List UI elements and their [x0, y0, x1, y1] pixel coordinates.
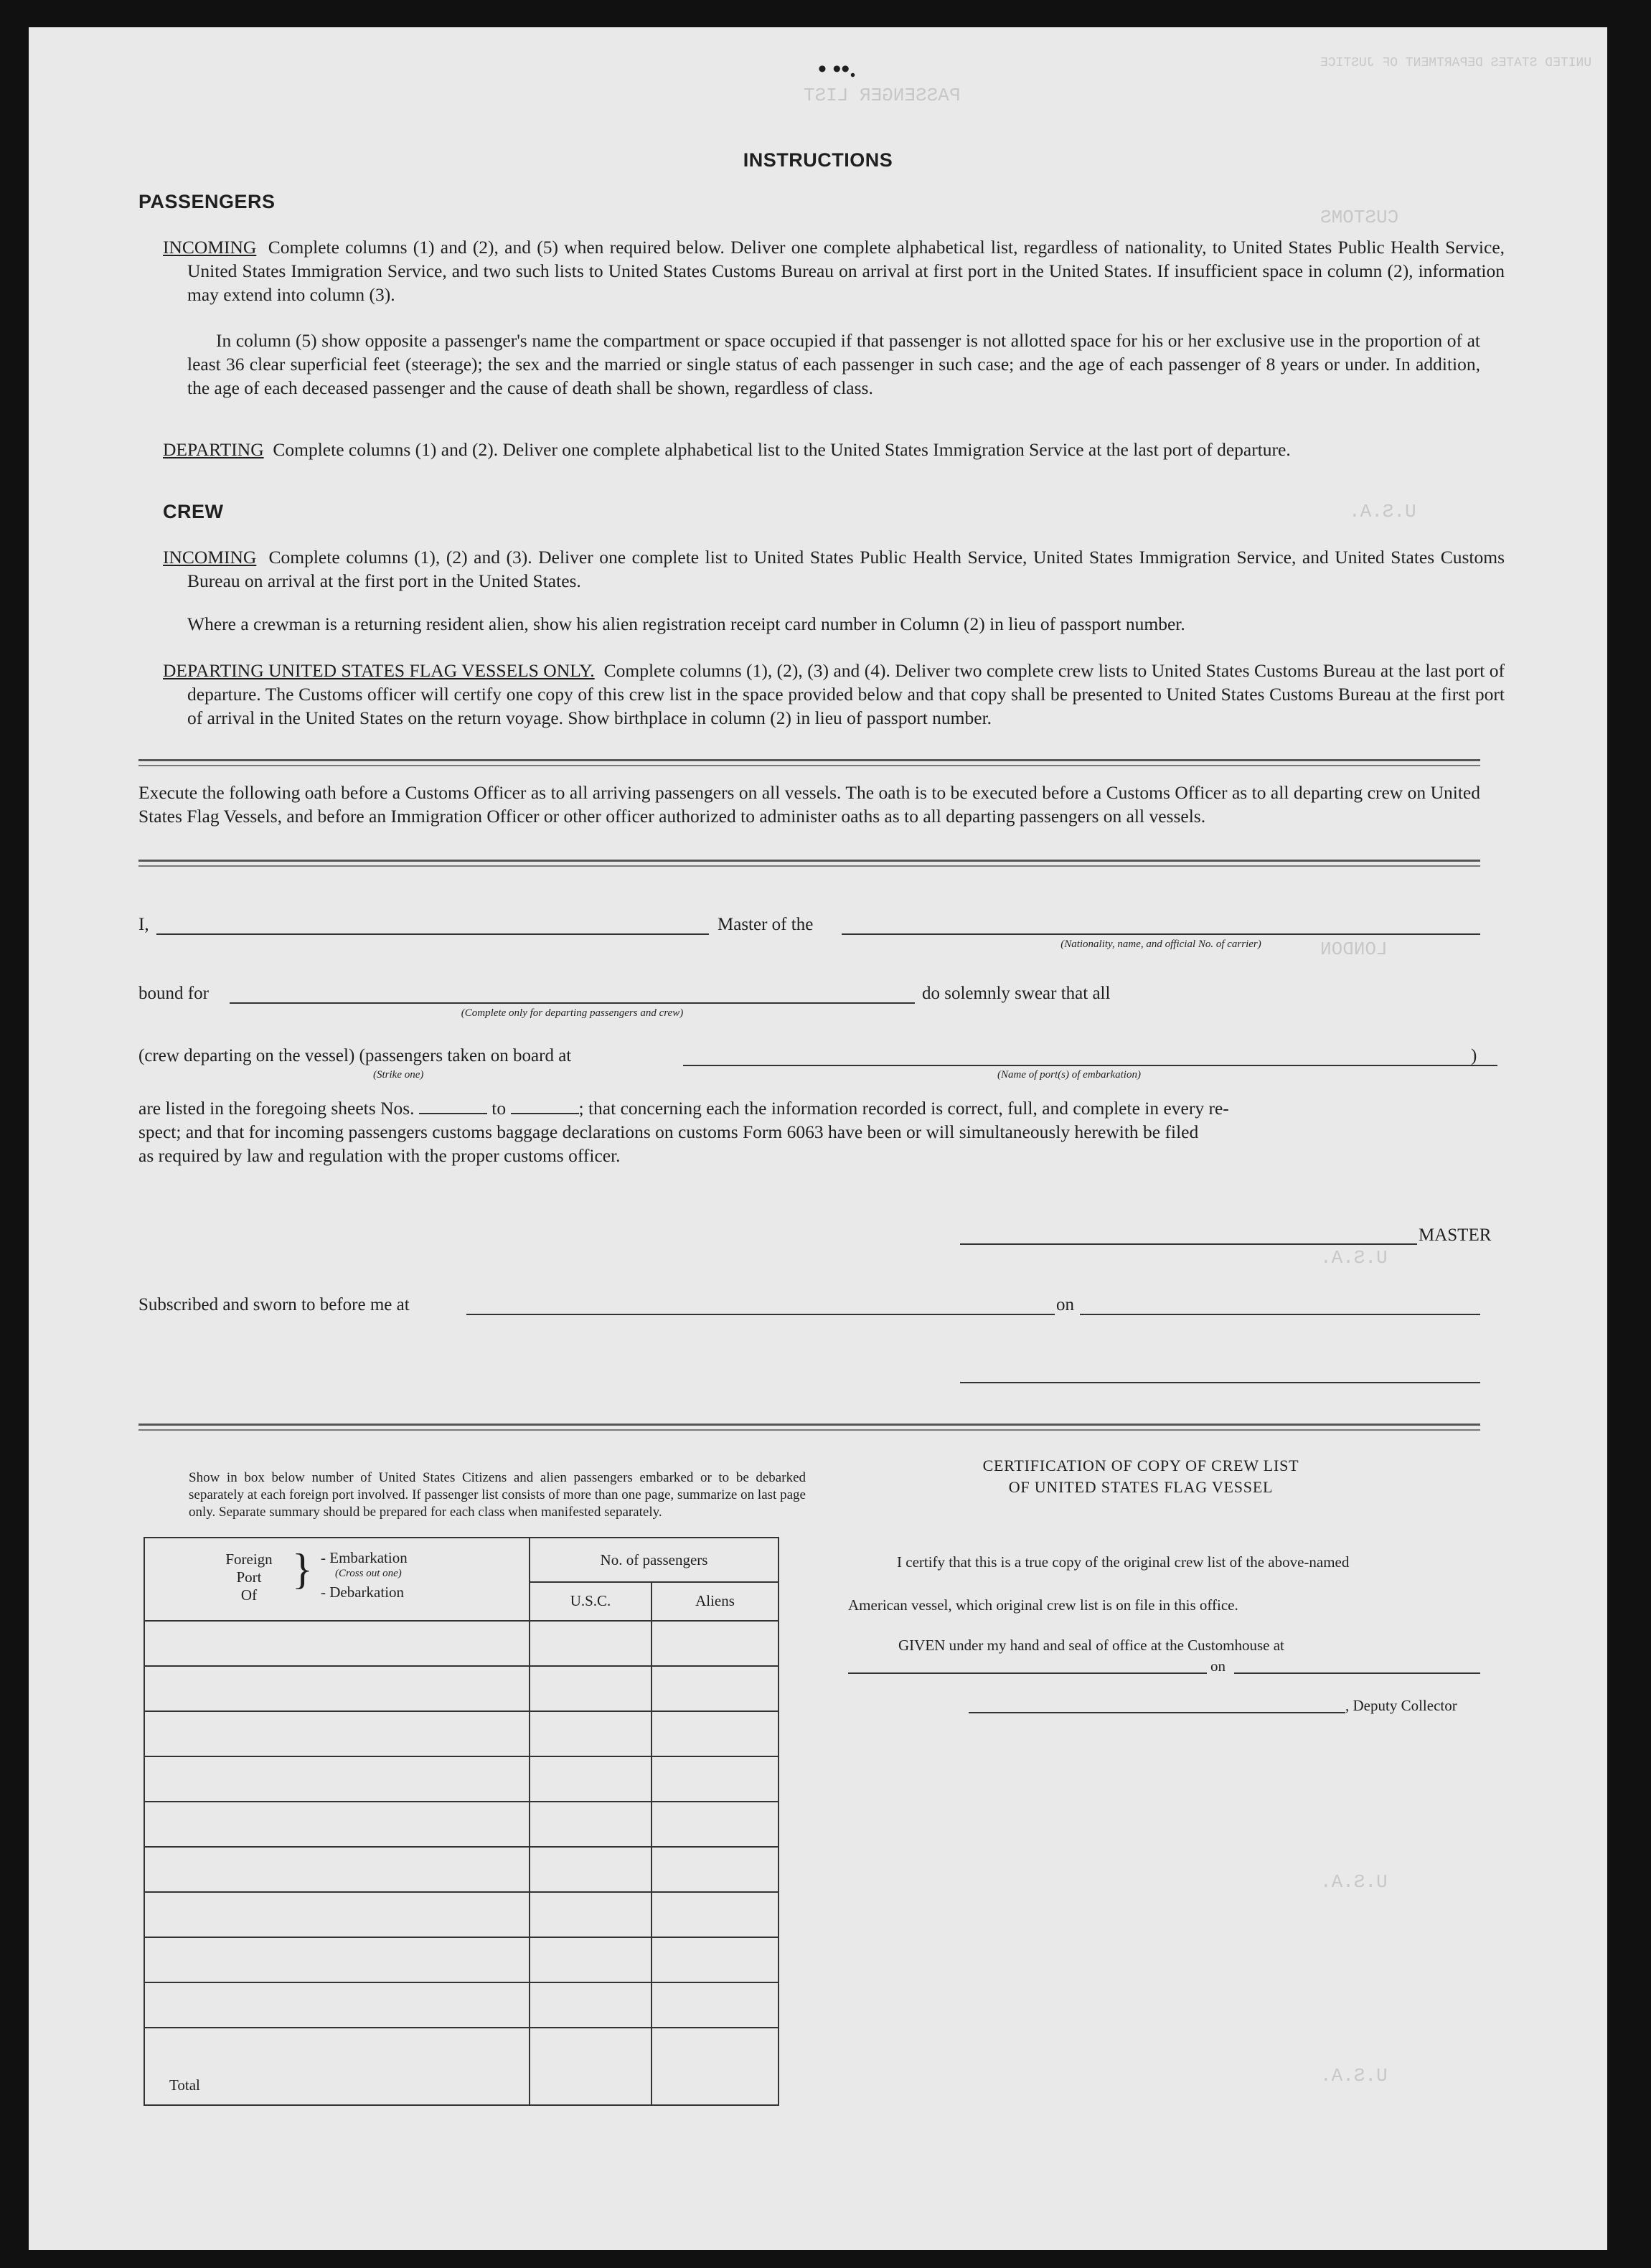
table-cell[interactable]	[144, 1621, 530, 1666]
master-signature-field[interactable]	[960, 1243, 1417, 1245]
to-label: to	[491, 1098, 507, 1119]
bound-for-field[interactable]	[230, 1002, 915, 1004]
sworn-place-field[interactable]	[466, 1314, 1055, 1315]
departing-text: Complete columns (1) and (2). Deliver one complete alphabetical list to the United States Immigration Service at the last port of departure.	[273, 439, 1291, 460]
embarkation-label: - Embarkation	[321, 1548, 408, 1566]
table-cell[interactable]	[652, 1756, 779, 1802]
bleed-through-text: LONDON	[1320, 938, 1388, 960]
passengers-heading: PASSENGERS	[138, 191, 276, 212]
column5-text: In column (5) show opposite a passenger's name the compartment or space occupied if that passenger is not allotted space for his or her exclusive use in the proportion of at least 36 clear superficial feet (steerage); the sex and the married or single status of each passenger in such case; and the age of each passenger of 8 years or under. In addition, the age of each deceased passenger and the cause of death shall be shown, regardless of class.	[187, 330, 1480, 398]
incoming-label: INCOMING	[163, 237, 257, 258]
table-cell[interactable]	[144, 1802, 530, 1847]
table-cell[interactable]	[530, 1621, 652, 1666]
table-cell[interactable]	[144, 1711, 530, 1756]
bleed-through-text: PASSENGER LIST	[804, 85, 961, 106]
master-name-field[interactable]	[156, 933, 709, 935]
table-cell[interactable]	[530, 1982, 652, 2028]
oath-instructions: Execute the following oath before a Customs Officer as to all arriving passengers on all vessels. The oath is to be executed before a Customs Officer as to all departing crew on United States Flag Vessels, and before an Immigration Officer or other officer authorized to administer oaths as to all departing passengers on all vessels.	[138, 782, 1480, 827]
bleed-through-text: U.S.A.	[1320, 1247, 1388, 1269]
crew-passengers-label: (crew departing on the vessel) (passengers taken on board at	[138, 1046, 572, 1065]
cross-out-caption: (Cross out one)	[335, 1567, 402, 1579]
aliens-header: Aliens	[652, 1582, 779, 1621]
solemnly-label: do solemnly swear that all	[922, 984, 1111, 1003]
bound-for-caption: (Complete only for departing passengers and crew)	[461, 1007, 684, 1019]
embark-caption: (Name of port(s) of embarkation)	[997, 1069, 1141, 1081]
certification-title	[961, 1455, 1320, 1498]
top-mark: • ••.	[818, 56, 856, 83]
table-cell[interactable]	[530, 1666, 652, 1711]
total-label: Total	[169, 2076, 200, 2094]
bleed-through-text: CUSTOMS	[1320, 207, 1399, 228]
officer-signature-field[interactable]	[960, 1382, 1480, 1383]
table-cell[interactable]	[144, 1666, 530, 1711]
bleed-through-text: U.S.A.	[1349, 501, 1416, 522]
table-cell[interactable]	[144, 1937, 530, 1982]
bleed-through-text: U.S.A.	[1320, 2065, 1388, 2086]
oath-i-label: I,	[138, 915, 149, 934]
sheet-to-field[interactable]	[511, 1113, 579, 1114]
form-page	[29, 27, 1607, 2250]
instructions-title: INSTRUCTIONS	[743, 149, 893, 171]
table-cell[interactable]	[144, 1982, 530, 2028]
customhouse-field[interactable]	[848, 1672, 1207, 1674]
table-cell[interactable]	[144, 1892, 530, 1937]
oath-line-3: as required by law and regulation with the proper customs officer.	[138, 1145, 621, 1166]
concerning-text: ; that concerning each the information recorded is correct, full, and complete in every re-	[578, 1098, 1229, 1119]
summary-instructions: Show in box below number of United States Citizens and alien passengers embarked or to be debarked separately at each foreign port involved. If passenger list consists of more than one page, summarize on last page only. Separate summary should be prepared for each class when manifested separately.	[189, 1470, 806, 1520]
american-vessel-text: American vessel, which original crew list is on file in this office.	[848, 1596, 1238, 1614]
table-cell[interactable]	[530, 1756, 652, 1802]
table-cell[interactable]	[530, 1802, 652, 1847]
brace-glyph: }	[292, 1545, 313, 1593]
debarkation-label: - Debarkation	[321, 1583, 405, 1601]
no-of-passengers-header: No. of passengers	[530, 1538, 779, 1582]
deputy-collector-label: , Deputy Collector	[1345, 1697, 1457, 1714]
deputy-signature-field[interactable]	[969, 1712, 1345, 1713]
departing-flag-label: DEPARTING UNITED STATES FLAG VESSELS ONLY.	[163, 660, 595, 681]
cert-date-field[interactable]	[1234, 1672, 1480, 1674]
sworn-date-field[interactable]	[1080, 1314, 1480, 1315]
divider	[138, 1424, 1480, 1431]
foreign-port-of-label: Foreign Port Of	[225, 1550, 273, 1604]
oath-statement	[138, 1096, 1480, 1167]
carrier-caption: (Nationality, name, and official No. of carrier)	[1060, 938, 1261, 950]
crew-incoming-paragraph	[163, 545, 1505, 593]
passengers-incoming-paragraph	[163, 235, 1505, 306]
oath-line-2: spect; and that for incoming passengers customs baggage declarations on customs Form 6063 have been or will simultaneously herewith be filed	[138, 1121, 1199, 1142]
table-cell[interactable]	[144, 1847, 530, 1892]
departing-flag-text: Complete columns (1), (2), (3) and (4). Deliver two complete crew lists to United States Customs Bureau at the last port of departure. The Customs officer will certify one copy of this crew list in the space provided below and that copy shall be presented to United States Customs Bureau at the first port of arrival in the United States on the return voyage. Show birthplace in column (2) in lieu of passport number.	[187, 660, 1505, 728]
bleed-through-text: UNITED STATES DEPARTMENT OF JUSTICE	[1320, 56, 1592, 70]
crew-heading: CREW	[163, 501, 224, 522]
master-of-the-label: Master of the	[718, 915, 814, 934]
crew-departing-flag-paragraph	[163, 659, 1505, 730]
given-text: GIVEN under my hand and seal of office at the Customhouse at	[898, 1637, 1284, 1654]
table-cell[interactable]	[144, 1756, 530, 1802]
table-cell[interactable]	[652, 1802, 779, 1847]
table-cell[interactable]	[652, 1937, 779, 1982]
divider	[138, 860, 1480, 867]
table-cell[interactable]	[530, 1937, 652, 1982]
sheet-from-field[interactable]	[419, 1113, 487, 1114]
table-cell[interactable]	[652, 1666, 779, 1711]
port-header-cell	[144, 1538, 530, 1621]
column5-paragraph	[159, 329, 1480, 400]
total-usc-cell[interactable]	[530, 2028, 652, 2105]
usc-header: U.S.C.	[530, 1582, 652, 1621]
departing-label: DEPARTING	[163, 439, 264, 460]
incoming-text: Complete columns (1) and (2), and (5) when required below. Deliver one complete alphabetical list, regardless of nationality, to United States Public Health Service, United States Immigration Service, and two such lists to United States Customs Bureau on arrival at first port in the United States. If insufficient space in column (2), information may extend into column (3).	[187, 237, 1505, 305]
certify-text: I certify that this is a true copy of the original crew list of the above-named	[897, 1553, 1350, 1571]
master-label: MASTER	[1419, 1225, 1492, 1245]
divider	[138, 759, 1480, 766]
strike-one-caption: (Strike one)	[373, 1069, 424, 1081]
close-paren: )	[1471, 1046, 1477, 1065]
passenger-summary-table	[144, 1537, 779, 2106]
on-label: on	[1056, 1295, 1074, 1314]
total-aliens-cell[interactable]	[652, 2028, 779, 2105]
resident-alien-text: Where a crewman is a returning resident alien, show his alien registration receipt card number in Column (2) in lieu of passport number.	[187, 613, 1185, 634]
cert-on-label: on	[1210, 1657, 1226, 1675]
crew-incoming-text: Complete columns (1), (2) and (3). Deliver one complete list to United States Public Health Service, United States Immigration Service, and United States Customs Bureau on arrival at the first port in the United States.	[187, 547, 1505, 591]
certification-title-line2: OF UNITED STATES FLAG VESSEL	[1008, 1478, 1274, 1496]
table-cell[interactable]	[530, 1892, 652, 1937]
bleed-through-text: U.S.A.	[1320, 1871, 1388, 1893]
crew-incoming-label: INCOMING	[163, 547, 257, 568]
bound-for-label: bound for	[138, 984, 209, 1003]
total-label-cell	[144, 2028, 530, 2105]
listed-in-label: are listed in the foregoing sheets Nos.	[138, 1098, 415, 1119]
subscribed-label: Subscribed and sworn to before me at	[138, 1295, 410, 1314]
embarkation-port-field[interactable]	[683, 1065, 1497, 1066]
table-cell[interactable]	[652, 1711, 779, 1756]
table-cell[interactable]	[530, 1847, 652, 1892]
certification-title-line1: CERTIFICATION OF COPY OF CREW LIST	[982, 1457, 1299, 1474]
table-cell[interactable]	[652, 1982, 779, 2028]
table-cell[interactable]	[652, 1892, 779, 1937]
table-cell[interactable]	[652, 1847, 779, 1892]
passengers-departing-paragraph	[163, 438, 1505, 461]
carrier-field[interactable]	[842, 933, 1480, 935]
table-cell[interactable]	[530, 1711, 652, 1756]
table-cell[interactable]	[652, 1621, 779, 1666]
